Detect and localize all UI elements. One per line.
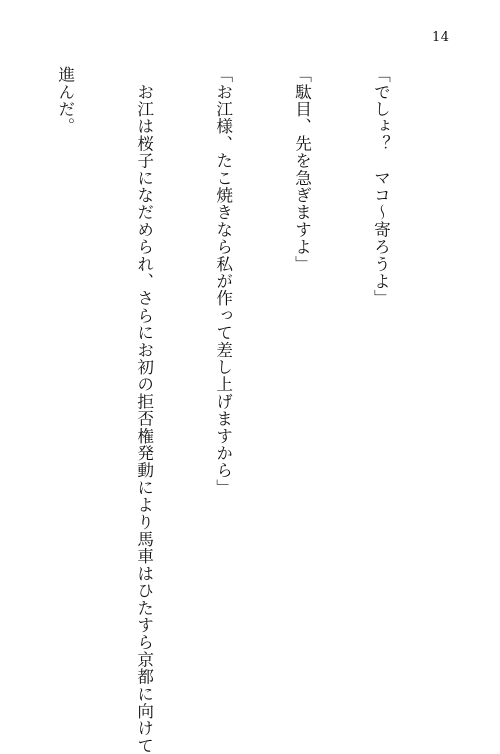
page-number: 14: [432, 30, 450, 45]
text-line: 「駄目、先を急ぎますよ」: [292, 66, 312, 273]
text-line: 「お江様、たこ焼きなら私が作って差し上げますから」: [213, 66, 233, 496]
text-line: お江は桜子になだめられ、さらにお初の拒否権発動により馬車はひたすら京都に向けて: [134, 66, 154, 754]
text-line: 「でしょ？ マコ〜寄ろうよ」: [371, 66, 391, 307]
body-text: [0, 66, 446, 754]
text-line: 進んだ。: [55, 66, 75, 135]
